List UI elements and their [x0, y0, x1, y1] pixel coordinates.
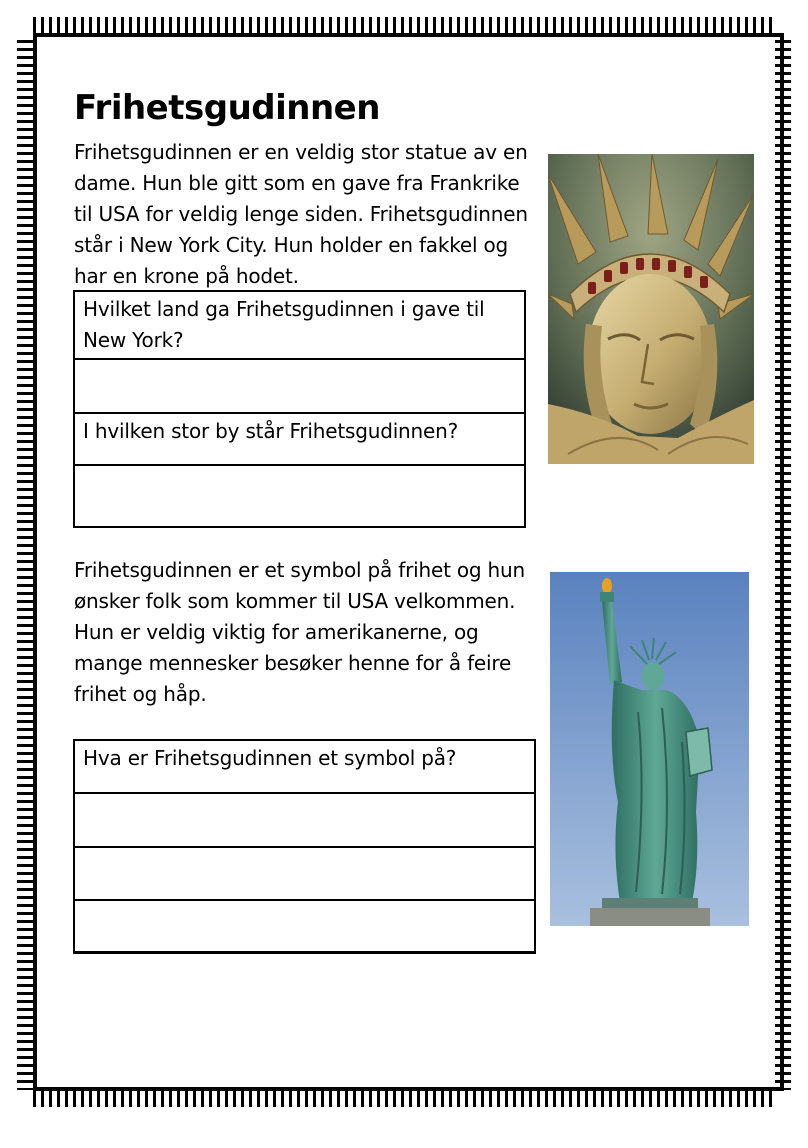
answer-cell[interactable] [74, 847, 535, 900]
border-ticks-left [17, 40, 33, 1090]
border-line-top [33, 33, 784, 37]
border-ticks-top [33, 17, 775, 33]
border-line-left [33, 33, 37, 1091]
border-ticks-bottom [33, 1091, 775, 1107]
answer-cell[interactable] [74, 465, 525, 527]
statue-full-image [550, 572, 749, 926]
symbol-paragraph: Frihetsgudinnen er et symbol på frihet og hun ønsker folk som kommer til USA velkommen. Hun er veldig viktig for amerikanerne, og mange mennesker besøker henne for å feire frihet og håp. [74, 558, 525, 706]
statue-head-illustration [548, 154, 754, 464]
question-table-1 [73, 290, 526, 528]
statue-full-illustration [550, 572, 749, 926]
question-cell: Hva er Frihetsgudinnen et symbol på? [74, 740, 535, 793]
page-title: Frihetsgudinnen [74, 88, 380, 128]
answer-cell[interactable] [74, 900, 535, 953]
question-cell: I hvilken stor by står Frihetsgudinnen? [74, 413, 525, 465]
answer-cell[interactable] [74, 793, 535, 847]
statue-head-image [548, 154, 754, 464]
question-table-2 [73, 739, 536, 954]
border-line-bottom [33, 1087, 784, 1091]
intro-paragraph: Frihetsgudinnen er en veldig stor statue av en dame. Hun ble gitt som en gave fra Frankrike til USA for veldig lenge siden. Frihetsgudinnen står i New York City. Hun holder en fakkel og har en krone på hodet. [74, 140, 528, 288]
question-cell: Hvilket land ga Frihetsgudinnen i gave til New York? [74, 291, 525, 359]
answer-cell[interactable] [74, 359, 525, 413]
border-line-right [780, 33, 784, 1091]
